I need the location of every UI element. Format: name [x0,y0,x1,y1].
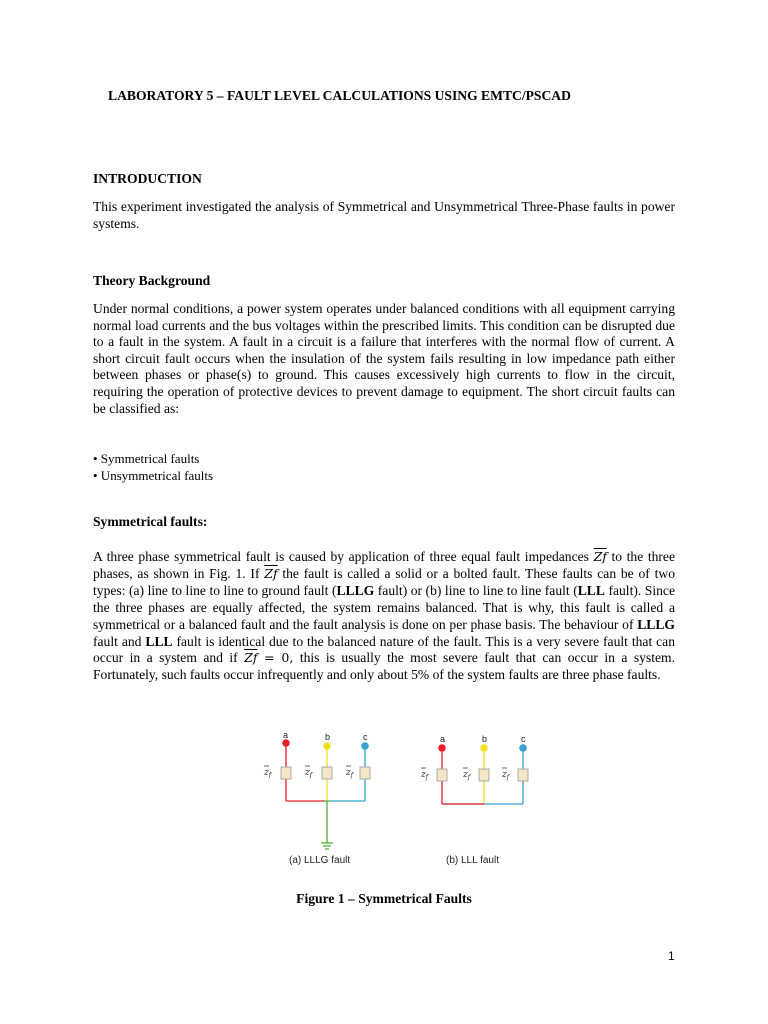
svg-text:zf: $z_f$ [502,770,509,781]
svg-text:a: a [283,730,289,740]
fault-type-list [93,451,213,484]
phase-c-terminal [361,742,369,750]
svg-text:b: b [325,732,331,742]
svg-text:zf: $z_f$ [264,768,271,779]
intro-heading: INTRODUCTION [93,171,202,186]
phase-c-terminal [519,744,527,752]
theory-heading: Theory Background [93,273,211,288]
zf-symbol: $\overline{Zf}$ [244,650,258,666]
phase-a-terminal [282,739,290,747]
svg-text:zf: $z_f$ [346,768,353,779]
svg-text:zf: $z_f$ [421,770,428,781]
svg-text:c: c [363,732,368,742]
lllg-label: (a) LLLG fault [289,855,351,866]
svg-text:zf: $z_f$ [305,768,312,779]
zf-symbol: $\overline{Zf}$ [593,549,607,564]
lll-diagram [420,734,528,866]
phase-a-terminal [438,744,446,752]
svg-text:a: a [440,734,446,744]
lll-label: (b) LLL fault [446,855,499,866]
page-number: 1 [668,949,675,963]
phase-b-terminal [323,742,331,750]
figure-caption: Figure 1 – Symmetrical Faults [296,891,472,906]
document-title: LABORATORY 5 – FAULT LEVEL CALCULATIONS USING EMTC/PSCAD [108,88,571,103]
symmetrical-faults-figure [255,730,535,875]
svg-text:zf: $z_f$ [463,770,470,781]
svg-text:c: c [521,734,526,744]
symmetrical-paragraph: A three phase symmetrical fault is caused by application of three equal fault impedances $\overline{Zf}$ to the three phases, as shown in Fig. 1. If $\overline{Zf}$ the fault is called a solid or a bolted fault. These faults can be of two types: (a) line to line to line to ground fault (LLLG fault) or (b) line to line to line fault (LLL fault). Since the three phases are equally affected, the system remains balanced. That is why, this fault is called a symmetrical or a balanced fault and the fault analysis is done on per phase basis. The behaviour of LLLG fault and LLL fault is identical due to the balanced nature of the fault. This is a very severe fault that can occur in a system and if $\overline{Zf} = 0$, this is usually the most severe fault that can occur in a system. Fortunately, such faults occur infrequently and only about 5% of the system faults are three phase faults. [93,549,676,683]
theory-paragraph: Under normal conditions, a power system operates under balanced conditions with all equipment carrying normal load currents and the bus voltages within the prescribed limits. This condition can be disrupted due to a fault in the system. A fault in a circuit is a failure that interferes with the normal flow of current. A short circuit fault occurs when the insulation of the system fails resulting in low impedance path either between phases or phase(s) to ground. This causes excessively high currents to flow in the circuit, requiring the operation of protective devices to prevent damage to equipment. The short circuit faults can be classified as: [93,301,675,416]
zf-symbol: $\overline{Zf}$ [264,565,278,581]
svg-text:b: b [482,734,488,744]
lllg-diagram [263,730,370,866]
intro-paragraph: This experiment investigated the analysis of Symmetrical and Unsymmetrical Three-Phase faults in power systems. [93,199,675,231]
list-item: • Unsymmetrical faults [93,467,214,483]
phase-b-terminal [480,744,488,752]
list-item: • Symmetrical faults [93,451,200,466]
symmetrical-heading: Symmetrical faults: [93,514,208,529]
